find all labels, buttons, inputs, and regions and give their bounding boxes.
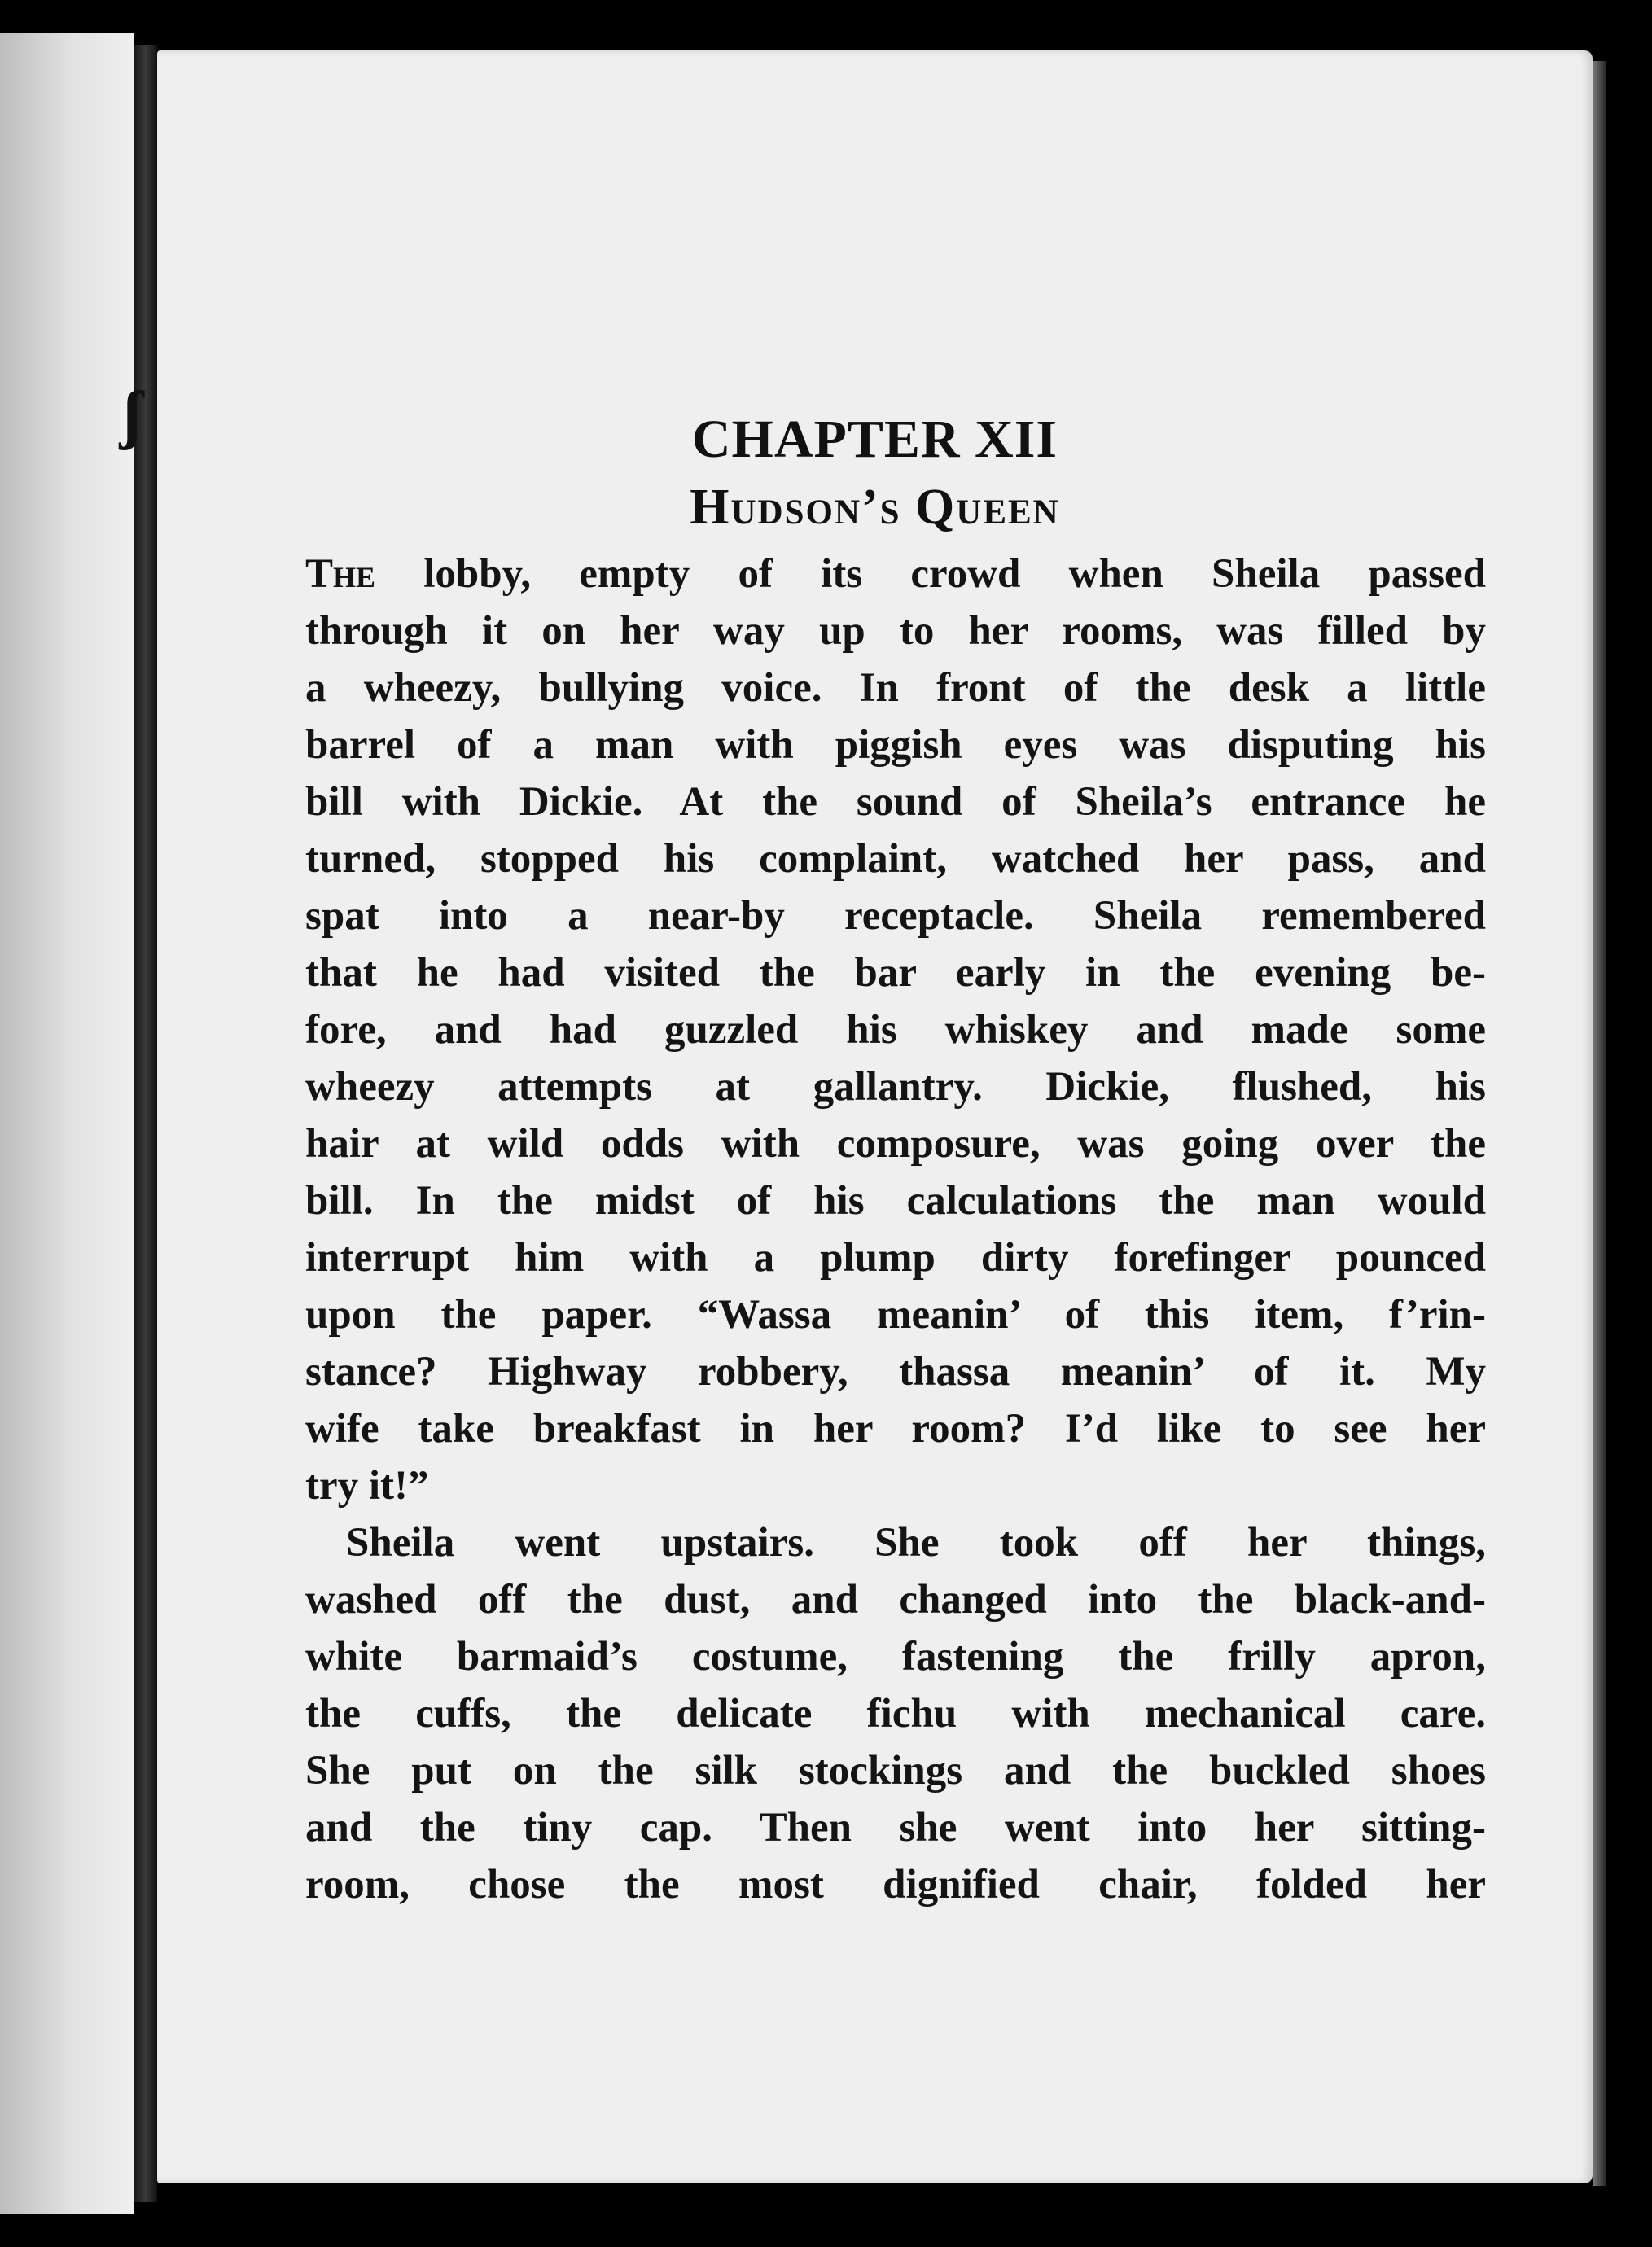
first-word: The <box>305 551 376 597</box>
text-line: Sheila went upstairs. She took off her things, <box>346 1520 1486 1566</box>
text-line: interrupt him with a plump dirty forefinger pounced <box>305 1235 1486 1281</box>
text-line: white barmaid’s costume, fastening the frilly apron, <box>305 1634 1486 1680</box>
text-line: bill with Dickie. At the sound of Sheila’s entrance he <box>305 779 1486 825</box>
text-line: and the tiny cap. Then she went into her sitting- <box>305 1805 1486 1851</box>
body-text <box>305 545 1486 1913</box>
text-line: room, chose the most dignified chair, folded her <box>305 1862 1486 1908</box>
text-line: wheezy attempts at gallantry. Dickie, flushed, his <box>305 1064 1486 1110</box>
text-line: stance? Highway robbery, thassa meanin’ of it. My <box>305 1349 1486 1395</box>
chapter-title: CHAPTER XII <box>691 410 1058 469</box>
text-line: that he had visited the bar early in the evening be- <box>305 950 1486 996</box>
text-line: spat into a near-by receptacle. Sheila remembered <box>305 893 1486 939</box>
page-right-edge <box>1593 61 1606 2186</box>
text-line: a wheezy, bullying voice. In front of the desk a little <box>305 665 1486 711</box>
text-line: upon the paper. “Wassa meanin’ of this item, f’rin- <box>305 1292 1486 1338</box>
text-line: She put on the silk stockings and the buckled shoes <box>305 1748 1486 1794</box>
text-line: try it!” <box>305 1463 429 1509</box>
text-line: The lobby, empty of its crowd when Sheila passed <box>305 551 1486 597</box>
text-line: hair at wild odds with composure, was going over the <box>305 1121 1486 1167</box>
text-line: bill. In the midst of his calculations the man would <box>305 1178 1486 1224</box>
facing-page-edge <box>0 33 134 2214</box>
chapter-subtitle: Hudson’s Queen <box>690 480 1060 535</box>
gutter-mark: ʃ <box>122 379 142 451</box>
text-line: the cuffs, the delicate fichu with mechanical care. <box>305 1691 1486 1737</box>
text-line: barrel of a man with piggish eyes was disputing his <box>305 722 1486 768</box>
text-line: washed off the dust, and changed into the black-and- <box>305 1577 1486 1623</box>
book-page <box>157 50 1593 2183</box>
text-line: wife take breakfast in her room? I’d like to see her <box>305 1406 1486 1452</box>
book-binding <box>134 45 157 2202</box>
text-line: through it on her way up to her rooms, was filled by <box>305 608 1486 654</box>
text-line: fore, and had guzzled his whiskey and made some <box>305 1007 1486 1053</box>
text-line: turned, stopped his complaint, watched her pass, and <box>305 836 1486 882</box>
